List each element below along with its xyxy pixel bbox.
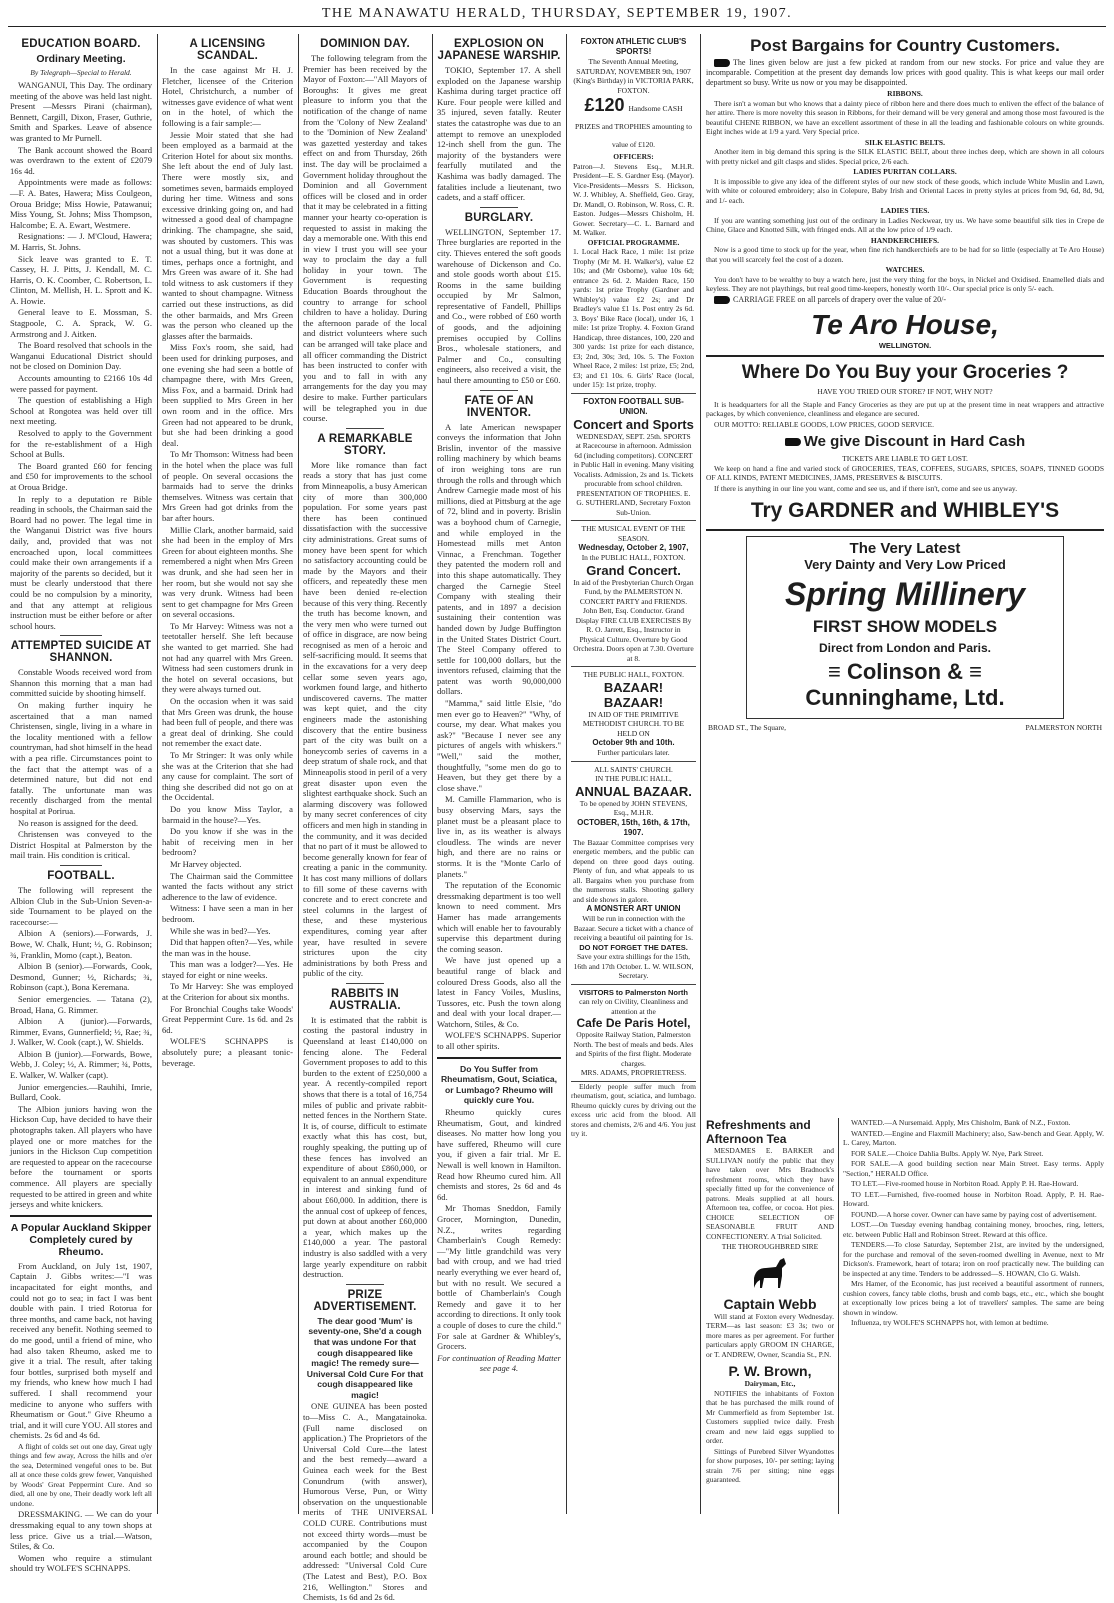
paragraph: If you are wanting something just out of the ordinary in Ladies Neckwear, try us. We have some beautiful silk ties in Crepe de Chine, Glace and Knotted Silk, with fringed ends. All at the low price of 1/9 each.	[706, 215, 1104, 234]
headline-explosion: EXPLOSION ON JAPANESE WARSHIP.	[437, 38, 561, 62]
ad-headline: Captain Webb	[723, 1295, 817, 1312]
paragraph: DRESSMAKING. — We can do your dressmaking equal to any town shops at less price. Give us a trial.—Watson, Stiles, & Co.	[10, 1509, 152, 1552]
paragraph: Millie Clark, another barmaid, said she had been in the employ of Mrs Green for about eighteen months. She remembered a night when Mrs Green was drunk, and she had seen her in her room, but she would not say she was very drunk. Witness had been sent to get champagne for Mrs Green on several occasions.	[162, 524, 293, 620]
byline: By Telegraph—Special to Herald.	[30, 68, 132, 77]
horse-icon	[748, 1254, 792, 1294]
classified-ad: LOST.—On Tuesday evening handbag containing money, brooches, ring, letters, etc. between Public Hall and Robinson Street. Reward at this office.	[843, 1220, 1104, 1239]
ad-text: WEDNESDAY, SEPT. 25th. SPORTS at Racecourse in afternoon. Admission 6d (including competitors). CONCERT in Public Hall in evening. Many visiting Vocalists. Admission, 2s and 1s. Tickets procurable from school children. PRESENTATION OF TROPHIES. E. G. SUTHERLAND, Secretary Foxton Sub-Union.	[573, 431, 694, 517]
paragraph: Elderly people suffer much from rheumatism, gout, sciatica, and lumbago. Rheumo quickly cures by driving out the excess uric acid from the blood. All stores and chemists, 2/6 and 4/6. You just try it.	[571, 1081, 696, 1138]
paragraph: The Albion juniors having won the Hickson Cup, have decided to have their photographs taken. All players who have played one or more matches for the juniors in the Hickson Cup competition are requested to appear on the racecourse before the tournament or sports commence. All players are specially requested to be attired in green and white jerseys and white knickers.	[10, 1103, 152, 1210]
paragraph: Witness: I have seen a man in her bedroom.	[162, 903, 293, 924]
classified-ad: Influenza, try WOLFE'S SCHNAPPS hot, with lemon at bedtime.	[851, 1318, 1049, 1327]
ad-text: Handsome CASH PRIZES and TROPHIES amounting to value of £120.	[575, 104, 692, 149]
divider	[706, 529, 1104, 531]
divider	[346, 1284, 383, 1285]
masthead-rule	[8, 26, 1106, 27]
ad-grand-concert	[571, 521, 696, 667]
ad-text: Save your extra shillings for the 15th, 16th and 17th October. L. W. WILSON, Secretary.	[573, 952, 694, 980]
paragraph: We have just opened up a beautiful range of black and coloured Dress Goods, also all the latest in Fancy Voiles, Muslins, Tussores, etc. Push the town along and deal with your local draper.—Watchorn, Stiles, & Co.	[437, 955, 561, 1029]
divider	[706, 355, 1104, 357]
divider	[10, 1215, 152, 1217]
paragraph: Senior emergencies. — Tatana (2), Broad, Hana, G. Rimmer.	[10, 993, 152, 1015]
ad-headline: Spring Millinery	[784, 576, 1026, 612]
column-6	[706, 34, 1104, 1114]
ad-headline: A MONSTER ART UNION	[586, 904, 681, 913]
te-aro-house: Te Aro House,	[811, 308, 999, 340]
paragraph: Christensen was conveyed to the District Hospital at Palmerston by the mail train. His condition is critical.	[10, 829, 152, 861]
paragraph	[706, 58, 1104, 88]
paragraph: There isn't a woman but who knows that a dainty piece of ribbon here and there does much to enliven the effect of the balance of her attire. There is more novelty this season in Ribbons, for their demand will be very general and among those most favoured is the beautiful CHENE RIBBON, we have an excellent assortment of these in all the leading and fashionable colours on white grounds. Eight inches wide at 1/9 a yard. Very Special price.	[706, 98, 1104, 136]
paragraph: While she was in bed?—Yes.	[170, 925, 271, 936]
ad-text: Patron—J. Stevens Esq., M.H.R. President—E. S. Gardner Esq. (Mayor). Vice-Presidents—Messrs S. Hickson, W. J. Whibley, A. Sheffield, Geo. Gray, Dr. Mandl, O. Robinson, W. Ross, C. R. Easton. Judges—Messrs Chisholm, H. Gower. Secretary—C. L. Barnard and M. Walker.	[573, 161, 694, 237]
ad-all-saints-bazaar	[571, 762, 696, 985]
paragraph: In reply to a deputation re Bible reading in schools, the Chairman said the Board had no power. The legal time in the Wanganui District was five hours daily, and, provided that was not encroached upon, local committees could make their own arrangements if a majority of the parents so decided, but it must be clearly understood that there could be no compulsion by a minority, and that any attempt at religious instruction must be either before or after school hours.	[10, 493, 153, 631]
paragraph: On the occasion when it was said that Mrs Green was drunk, the house had been full of people, and there was a great deal of drinking. She could not remember the exact date.	[162, 696, 293, 749]
column-divider	[157, 34, 158, 1514]
ad-headline	[706, 433, 1104, 450]
ad-headline: FIRST SHOW MODELS	[812, 617, 998, 636]
paragraph: The Bank account showed the Board was overdrawn to the extent of £2079 16s 4d.	[10, 144, 152, 176]
paragraph: Accounts amounting to £2166 10s 4d were passed for payment.	[10, 373, 152, 394]
ad-text: IN AID OF THE PRIMITIVE METHODIST CHURCH. TO BE HELD ON	[582, 709, 685, 738]
ad-subtitle: LADIES TIES.	[880, 206, 930, 215]
subhead-ordinary-meeting: Ordinary Meeting.	[36, 53, 126, 65]
divider	[60, 865, 103, 866]
verse: A flight of colds set out one day, Great ugly things and few away, Across the hills and o'er the sea, Determined vengeful ones to be. But all at once these colds grew fewer, Vanquished by Woods' Great Peppermint Cure. And so died, all one by one, Their deadly work left all undone.	[10, 1441, 152, 1508]
paragraph: Will stand at Foxton every Wednesday. TERM—as last season: £3 3s; two or more mares as per agreement. For further particulars apply GROOM IN CHARGE, or T. ANDREW, Owner, Scandia St., P.N.	[706, 1311, 834, 1359]
ad-headline: Refreshments and Afternoon Tea	[706, 1118, 811, 1146]
ad-rheumo: Do You Suffer from Rheumatism, Gout, Sciatica, or Lumbago? Rheumo will quickly cure You.	[440, 1063, 558, 1106]
paragraph: General leave to E. Mossman, S. Stagpoole, C. A. Sprack, W. G. Armstrong and J. Aitken.	[10, 307, 152, 339]
paragraph: Did that happen often?—Yes, while the man was in the house.	[162, 937, 293, 958]
headline-fate-of-inventor: FATE OF AN INVENTOR.	[464, 394, 534, 419]
ad-title: FOXTON ATHLETIC CLUB'S SPORTS!	[580, 37, 687, 56]
ad-headline: Concert and Sports	[573, 416, 694, 432]
column-1	[10, 34, 153, 1574]
ad-text: In the PUBLIC HALL, FOXTON.	[581, 553, 686, 562]
paragraph: Do you know Miss Taylor, a barmaid in the house?—Yes.	[162, 803, 293, 825]
ad-headline: Where Do You Buy your Groceries ?	[741, 362, 1069, 383]
ad-text: In aid of the Presbyterian Church Organ Fund, by the PALMERSTON N. CONCERT PARTY and FRIENDS. John Bett, Esq. Conductor. Grand Display FIRE CLUB EXERCISES By R. O. Jarrett, Esq., Instructor in Physical Culture. Overture by Good Orchestra. Doors open at 7.30. Overture at 8.	[573, 577, 694, 663]
paragraph: Sick leave was granted to E. T. Cassey, H. J. Pitts, J. Kendall, M. C. Harris, O. K. Coomber, C. Robertson, L. Clinton, M. Mellish, H. L. Sprott and K. A. Howie.	[10, 253, 152, 306]
ad-text: To be opened by JOHN STEVENS, Esq., M.H.R.	[579, 798, 688, 817]
ad-footer	[708, 723, 1102, 733]
paragraph: The Chairman said the Committee wanted the facts without any strict adherence to the law of evidence.	[162, 870, 293, 902]
paragraph: WANGANUI, This Day. The ordinary meeting of the above was held last night. Present —Messrs Pirani (chairman), Bennett, Cargill, Dixon, Fraser, Guthrie, Smith and Sparkes. Leave of absence was granted to Mr Purnell.	[10, 80, 152, 143]
classified-ad: FOUND.—A horse cover. Owner can have same by paying cost of advertisement.	[851, 1209, 1097, 1219]
classified-ad: Mrs Hamer, of the Economic, has just received a beautiful assortment of runners, cushion covers, fancy table cloths, brush and comb bags, etc., etc., which she bought at exceptionally low prices being a lot of travellers' samples. The same are being shown in window.	[843, 1279, 1104, 1317]
paragraph: Rheumo quickly cures Rheumatism, Gout, and kindred diseases. No matter how long you have suffered, Rheumo will cure you, if given a fair trial. Mr E. Newall is well known in Hamilton. Read how Rheumo cured him. All chemists and stores, 2s 6d and 4s 6d.	[437, 1107, 561, 1202]
pointing-hand-icon	[785, 438, 801, 446]
ad-text: Will be run in connection with the Bazaar. Secure a ticket with a chance of receiving a beautiful oil painting for 1s.	[573, 914, 694, 942]
paragraph: MESDAMES E. BARKER and SULLIVAN notify the public that they have taken over Mrs Bradnock's refreshment rooms, which they have specially fitted up for the convenience of patrons. Meals supplied at all hours. Afternoon tea, coffee, or cocoa. Hot pies. CHOICE SELECTION OF SEASONABLE FRUIT AND CONFECTIONERY. A Trial Solicited.	[706, 1146, 834, 1241]
column-divider	[566, 34, 567, 1514]
paragraph: Sittings of Purebred Silver Wyandottes for show purposes, 10/- per setting; laying strain 7/6 per sitting; nine eggs guaranteed.	[706, 1446, 834, 1484]
headline-burglary: BURGLARY.	[464, 211, 534, 224]
paragraph: Do you know if she was in the habit of receiving men in her bedroom?	[162, 826, 293, 858]
headline-prize-advertisement: PRIZE ADVERTISEMENT.	[313, 1288, 417, 1313]
paragraph: ONE GUINEA has been posted to—Miss C. A., Mangatainoka. (Full name disclosed on application.) The Proprietors of the Universal Cold Cure—the latest and the best remedy—award a Guinea each week for the Best Conundrum (with answer), Humorous Verse, Pun, or Witty observation on the unquestionable merits of THE UNIVERSAL COLD CURE. Contributions must not exceed thirty words—must be accompanied by the Coupon around each bottle; and should be addressed: "Universal Cold Cure (The Latest and Best), P.O. Box 216, Wellington." Stores and Chemists, 1s 6d and 2s 6d.	[303, 1401, 427, 1603]
ad-subtitle: Dairyman, Etc.,	[744, 1379, 796, 1388]
paragraph: It is impossible to give any idea of the different styles of our new stock of these goods, which include White Muslin and Lawn, with white or coloured embroidery; also in Colepure, Baby Irish and Oriental Laces in pretty styles at prices from 9d, 6d, 8d, 9d, and 1/- each.	[706, 176, 1104, 205]
ad-subtitle: RIBBONS.	[887, 89, 923, 98]
ad-text: IN THE PUBLIC HALL,	[595, 774, 672, 783]
masthead: THE MANAWATU HERALD, THURSDAY, SEPTEMBER 19, 1907.	[321, 6, 793, 21]
paragraph: To Mr Stringer: It was only while she was at the Criterion that she had any cause for complaint. The sort of thing she described did not go on at the Occidental.	[162, 750, 293, 803]
paragraph: Now is a good time to stock up for the year, when fine rich handkerchiefs are to be had for so little (especially at Te Aro House) that you will scarcely feel the cost of a dozen.	[706, 245, 1104, 264]
continuation-note: For continuation of Reading Matter see page 4.	[437, 1352, 561, 1374]
paragraph: This man was a lodger?—Yes. He stayed for eight or nine weeks.	[162, 959, 293, 980]
paragraph: The reputation of the Economic dressmaking department is too well known to need comment. Mrs Hamer has made arrangements which will enable her to favourably supervise this department during the coming season.	[437, 880, 561, 954]
paragraph: To Mr Harvey: Witness was not a teetotaller herself. She left because she wanted to get married. She had not had any quarrel with Mrs Green. Witness had seen customers drunk in the hotel on several occasions, but they were always turned out.	[162, 620, 293, 695]
ad-text: The Bazaar Committee comprises very energetic members, and the public can depend on three good days outing. Plenty of fun, and what appeals to us all. Bargains when you purchase from the numerous stalls. Shooting gallery and side shows in galore.	[573, 837, 694, 904]
pointing-hand-icon	[714, 296, 730, 304]
ad-headline: BAZAAR! BAZAAR!	[603, 679, 664, 710]
headline-rheumo-skipper: A Popular Auckland Skipper Completely cured by Rheumo.	[10, 1221, 152, 1258]
column-2	[162, 34, 293, 1514]
paragraph: WOLFE'S SCHNAPPS. Superior to all other spirits.	[437, 1030, 561, 1052]
paragraph: We keep on hand a fine and varied stock of GROCERIES, TEAS, COFFEES, SUGARS, SPICES, SOAPS, TINNED GOODS OF ALL KINDS, PATENT MEDICINES, JAMS, PRESERVES & BISCUITS.	[706, 463, 1104, 482]
ad-headline: P. W. Brown,	[728, 1363, 812, 1379]
paragraph: TOKIO, September 17. A shell exploded on the Japanese warship Kashima during target practice off Kure. Four people were killed and 35 injured, seven fatally. Reuter states the catastrophe was due to an attempt to remove an unexploded 12-inch shell from the gun. The majority of the bystanders were fearfully mutilated and the Kashima was badly damaged. The fatalities include a lieutenant, two cadets, and a staff officer.	[437, 65, 561, 203]
column-divider	[700, 34, 701, 1514]
ad-text: PALMERSTON NORTH	[1025, 723, 1102, 732]
ad-headline: Grand Concert.	[586, 562, 681, 578]
paragraph: Appointments were made as follows:—F. A. Bates, Hawera; Miss Coulgeon, Oroua Bridge; Miss Howie, Patawanui; Miss Young, St. Johns; Miss Thompson, Halcombe; E. A. Ewart, Westmere.	[10, 177, 152, 230]
ad-text: HAVE YOU TRIED OUR STORE? IF NOT, WHY NOT?	[817, 387, 993, 396]
ad-title: VISITORS to Palmerston North	[578, 987, 689, 997]
divider	[480, 207, 517, 208]
paragraph: On making further inquiry he ascertained that a man named Christensen, single, living in a whare in the locality mentioned with a fellow countryman, had shot himself in the head with a pea rifle. Circumstances point to the fact that the attempt was of a determined nature, but did not end fatally. The unfortunate man was recently discharged from the mental hospital at Porirua.	[10, 700, 153, 816]
ad-title: ALL SAINTS' CHURCH.	[594, 764, 673, 774]
ad-text: We give Discount in Hard Cash	[803, 433, 1026, 450]
ad-headline: Post Bargains for Country Customers.	[750, 36, 1060, 55]
paragraph: No reason is assigned for the deed.	[18, 817, 139, 828]
ad-title: THE MUSICAL EVENT OF THE SEASON.	[581, 524, 686, 543]
paragraph: Albion A (junior).—Forwards, Rimmer, Evans, Gunnerfield; ½, Rae; ¾, J. Walker, W. Cook (capt.), W. Shields.	[10, 1016, 152, 1048]
ad-text: MRS. ADAMS, PROPRIETRESS.	[580, 1068, 687, 1077]
paragraph: The following will represent the Albion Club in the Sub-Union Seven-a-side Tournament to be played on the racecourse:—	[10, 884, 152, 927]
ad-cafe-de-paris	[571, 985, 696, 1082]
ad-headline: ANNUAL BAZAAR.	[575, 783, 692, 799]
ad-spring-millinery	[746, 536, 1064, 719]
ad-subtitle: OFFICERS:	[613, 152, 654, 161]
ad-date: OCTOBER, 15th, 16th, & 17th, 1907.	[577, 817, 690, 837]
paragraph: Miss Fox's room, she said, had been used for drinking purposes, and one evening she had seen a bottle of champagne there, with Mrs Green, Miss Fox, and a barmaid. Drink had been supplied to Mrs Green in her own room and in the office. Mrs Green had not appeared to be drunk, but she had been drinking a good deal.	[162, 342, 293, 448]
ad-text: 1. Local Hack Race, 1 mile: 1st prize Trophy (Mr M. H. Walker's), value £2 10s; and (Mr Osborne), value 10s 6d; entrance 2s 6d. 2. Maiden Race, 150 yards: 1st prize Trophy (Gardner and Whibley's) value £2 2s; and Dr Bradley's value £1 1s. Post entry 2s 6d. 3. Boys' Bike Race (local), under 16, 1 mile: 1st prize Trophy. 4. Foxton Grand Handicap, three distances, 100, 220 and 300 yards: 1st prize for each distance, £3; 2nd, 30s; 3rd, 10s. 5. The Foxton Wheel Race, 2 miles: 1st prize, £5; 2nd, £3; and £1 10s. 6. Girls' Race (local, under 15): 1st prize, trophy.	[573, 247, 694, 389]
paragraph: The Board granted £60 for fencing and £50 for improvements to the school at Oroua Bridge.	[10, 460, 152, 492]
column-5	[571, 34, 696, 1514]
headline-football: FOOTBALL.	[47, 869, 115, 882]
ad-text: The lines given below are just a few picked at random from our new stocks. For price and value they are incomparable. Competition at the present day demands low prices with good quality. This is what keeps our mail order department so busy. Write us now or you may be disappointed.	[706, 58, 1104, 87]
paragraph	[706, 295, 1104, 305]
paragraph: It is estimated that the rabbit is costing the pastoral industry in Queensland at least £140,000 on fencing alone. The Federal Government proposes to add to this burden to the extent of £250,000 a year. A recently-compiled report shows that there is a total of 16,754 miles of public and private rabbit-netted fences in the Northern State. It is, of course, difficult to estimate exactly what this has cost, but, roughly speaking, the putting up of these fences has involved an expenditure of about £860,000, or equivalent to an annual expenditure in interest and sinking fund of about £60,000. In addition, there is the annual cost of upkeep of fences, put down at about another £60,000 a year, which makes up the £140,000 a year. The pastoral industry is also saddled with a very large yearly expenditure on rabbit destruction.	[303, 1014, 427, 1280]
column-4	[437, 34, 561, 1514]
headline-rabbits-australia: RABBITS IN AUSTRALIA.	[329, 987, 401, 1012]
ad-title: THE PUBLIC HALL, FOXTON.	[583, 670, 684, 679]
paragraph: In the case against Mr H. J. Fletcher, licensee of the Criterion Hotel, Christchurch, a number of witnesses gave evidence of what went on in the hotel, of which the following is a fair sample:—	[162, 65, 294, 128]
ad-text: Opposite Railway Station, Palmerston North. The best of meals and beds. Ales and Spirits of the first flight. Moderate charges.	[573, 1030, 694, 1068]
classified-ad: WANTED.—Engine and Flaxmill Machinery; also, Saw-bench and Gear. Apply, W. L. Carey, Marton.	[843, 1128, 1104, 1147]
ad-subtitle: LADIES PURITAN COLLARS.	[853, 167, 957, 176]
divider	[437, 1057, 561, 1059]
paragraph: M. Camille Flammarion, who is busy observing Mars, says the planet must be a pleasant place to live in, as its weather is always cloudless. The winds are never high, and there are no rains or storms. It is the "Monte Carlo of planets."	[437, 794, 561, 879]
ad-athletic-sports	[571, 34, 696, 394]
headline-education-board: EDUCATION BOARD.	[21, 38, 141, 50]
ad-subtitle: OFFICIAL PROGRAMME.	[587, 237, 680, 247]
paragraph: From Auckland, on July 1st, 1907, Captain J. Gibbs writes:—"I was incapacitated for eight months, and could not go to sea; in fact I was bent double with pain. I tried Rotorua for three months, and came back, not having received any benefit. Nothing seemed to do me good, until a friend of mine, who had also taken Rheumo, asked me to give it a trial. The result, after taking four bottles, surprised both myself and my friends, who knew how much I had suffered. I shall recommend your medicine to anyone who suffers with Rheumatism or Gout." Give Rheumo a trial, and it will cure YOU. All stores and chemists. 2s 6d and 4s 6d.	[10, 1260, 152, 1441]
ad-subtitle: DO NOT FORGET THE DATES.	[579, 942, 688, 952]
column-divider	[432, 34, 433, 1514]
paragraph: For Bronchial Coughs take Woods' Great Peppermint Cure. 1s 6d. and 2s 6d.	[162, 1003, 293, 1035]
ad-text: BROAD ST., The Square,	[708, 723, 787, 732]
prize-amount: £120	[584, 95, 625, 115]
paragraph: You don't have to be wealthy to buy a watch here, just the very thing for the boys, in Nickel and Oxidised. Enamelled dials and keyless. They are not playthings, but real good time-keepers, honestly worth 10/-. Our special price is only 5/- each.	[706, 274, 1104, 293]
classifieds	[843, 1118, 1104, 1514]
column-3	[303, 34, 427, 1603]
paragraph: Albion A (seniors).—Forwards, J. Bowe, W. Chalk, Hunt; ½, G. Robinson; ¾, Franklin, Momo (capt.), Beaton.	[10, 928, 152, 960]
headline-dominion-day: DOMINION DAY.	[320, 38, 410, 50]
headline-remarkable-story: A REMARKABLE STORY.	[317, 432, 413, 457]
ad-text: Direct from London and Paris.	[818, 641, 992, 655]
paragraph: Resolved to apply to the Government for the re-establishment of a High School at Bulls.	[10, 428, 152, 460]
divider	[60, 635, 103, 636]
paragraph: Mr Harvey objected.	[170, 858, 242, 869]
ad-subtitle: WATCHES.	[885, 265, 925, 274]
divider	[480, 390, 517, 391]
classified-ad: WANTED.—A Nursemaid. Apply, Mrs Chisholm, Bank of N.Z., Foxton.	[851, 1118, 1071, 1127]
paragraph: WELLINGTON, September 17. Three burglaries are reported in the city. Thieves entered the soft goods warehouse of Dickenson and Co. and stole goods worth about £15. Rooms in the same building occupied by Mr Salmon, representative of Fandell, Phillips and Co., were robbed of £60 worth of goods, and the adjoining premises occupied by Collins Bros., wholesale stationers, and Palmer and Co., consulting engineers, also received a visit, the haul there amounting to £50 or £60.	[437, 226, 561, 386]
paragraph: Constable Woods received word from Shannon this morning that a man had committed suicide by shooting himself.	[10, 667, 152, 699]
paragraph: The Board resolved that schools in the Wanganui Educational District should not be closed on Dominion Day.	[10, 340, 152, 372]
divider	[346, 428, 383, 429]
ad-headline: Very Dainty and Very Low Priced	[804, 557, 1006, 572]
paragraph: Jessie Moir stated that she had been employed as a barmaid at the Criterion Hotel for about six months. She left about the end of July last. There were mostly six, and sometimes seven, barmaids employed during her time. Witness and sons excessive drinking going on, and had witnessed a good deal of champagne drinking. The champagne, she said, was shouted by customers. This was not a usual thing, but it was done at times, perhaps once a fortnight, and Mrs Green was aware of it. She had told witness to ask customers if they wanted to shout champagne. Witness carried out these instructions, as did the other barmaids, and Mrs Green was the person who cleaned up the glasses after the barmaids.	[162, 129, 293, 341]
classified-ad: FOR SALE.—A good building section near Main Street. Easy terms. Apply "Section," HERALD Office.	[843, 1159, 1104, 1178]
ad-subtitle: HANDKERCHIEFS.	[870, 235, 940, 245]
ad-title: FOXTON FOOTBALL SUB-UNION.	[583, 396, 684, 416]
ad-text: CARRIAGE FREE on all parcels of drapery over the value of 20/-	[733, 294, 947, 304]
headline-attempted-suicide: ATTEMPTED SUICIDE AT SHANNON.	[10, 640, 152, 665]
ad-date: October 9th and 10th.	[592, 738, 675, 747]
paragraph: Albion B (junior).—Forwards, Bowe, Webb, J. Coley; ½, A. Rimmer; ¾, Potts, E. Walker, W. Walker (capt).	[10, 1048, 152, 1081]
column-divider	[298, 34, 299, 1514]
paragraph: "Mamma," said little Elsie, "do men ever go to Heaven?" "Why, of course, my dear. What makes you ask?" "Because I never see any pictures of angels with whiskers." "Well," said the mother, thoughtfully, "some men do go to Heaven, but they get there by a close shave."	[437, 698, 561, 793]
ad-text: THE THOROUGHBRED SIRE	[721, 1242, 819, 1251]
paragraph: If there is anything in our line you want, come and see us, and if there isn't, come and see us anyway.	[714, 483, 1018, 493]
ad-football-concert	[571, 394, 696, 522]
ad-headline: The Very Latest	[849, 540, 961, 557]
column-6-lower-left	[706, 1118, 834, 1514]
paragraph: WOLFE'S SCHNAPPS is absolutely pure; a pleasant tonic-beverage.	[162, 1036, 293, 1068]
column-divider	[838, 1118, 839, 1514]
paragraph: Albion B (senior).—Forwards, Cook, Desmond, Gunner; ½, Richards; ¾, Robinson (capt.), Bona Keremana.	[10, 961, 152, 993]
ad-headline: Cafe De Paris Hotel,	[576, 1016, 691, 1030]
paragraph: OUR MOTTO: RELIABLE GOODS, LOW PRICES, GOOD SERVICE.	[714, 419, 934, 429]
classified-ad: TO LET.—Five-roomed house in Norbiton Road. Apply P. H. Rae-Howard.	[851, 1179, 1079, 1188]
ad-text: Further particulars later.	[597, 748, 670, 757]
classified-ad: FOR SALE.—Choice Dahlia Bulbs. Apply W. Nye, Park Street.	[851, 1148, 1044, 1158]
paragraph: NOTIFIES the inhabitants of Foxton that he has purchased the milk round of Mr Cummerfield as from September 1st. Customers supplied twice daily. Fresh cream and new laid eggs supplied to order.	[706, 1388, 834, 1445]
paragraph: More like romance than fact reads a story that has just come from Minneapolis, a busy American city of more than 300,000 population. For some years past there has been continued dissatisfaction with the successive city administrations. Great sums of money have been spent for which no satisfactory accounting could be made by the Mayors and their officers, and repeatedly these men have been denied re-election because of this very thing. Recently the truth has become known, and the very men who were turned out of office in disgrace, are now being recognised as men of a heroic and self-sacrificing mould. It seems that in the excavations for a very deep cellar some seven years ago, workmen found large, and hitherto undiscovered caverns. The matter was kept quiet, and the city engineers made the astonishing discovery that the entire business part of the city was built on a honeycomb series of caverns in a deep stratum of shale rock, and that Minneapolis stood in peril of a very great disaster upon even the slightest earthquake shock. Such an alarming discovery was followed by many secret conferences of city officers and men high in standing in the community, and it was decided that no part of it must be allowed to become generally known for fear of creating a panic in the community. It has cost many millions of dollars to fill some of these caverns with concrete and to erect concrete and steel columns in the largest of these, and these mysterious expenditures, coming year after year, have resulted in severe strictures upon the city administrations by both Press and public of the city.	[303, 459, 427, 979]
ad-text: The Seventh Annual Meeting, SATURDAY, NOVEMBER 9th, 1907 (King's Birthday) in VICTORIA PARK, FOXTON.	[573, 57, 694, 95]
paragraph: Women who require a stimulant should try WOLFE'S SCHNAPPS.	[10, 1552, 152, 1574]
paragraph: Mr Thomas Sneddon, Family Grocer, Mornington, Dunedin, N.Z., writes regarding Chamberlain's Cough Remedy:—"My little grandchild was very bad with croup, and we had tried nearly everything we ever heard of, but with no result. We secured a bottle of Chamberlain's Cough Remedy and gave it to her according to directions. It only took a couple of doses to cure the child." For sale at Gardner & Whibley's, Grocers.	[437, 1203, 561, 1352]
paragraph: To Mr Thomson: Witness had been in the hotel when the place was full of people. On several occasions the barmaids had to serve the drinks themselves. Witness was certain that Mrs Green had got drinks from the bar after hours.	[162, 449, 293, 523]
ad-headline: ≡ Colinson & ≡ Cunninghame, Ltd.	[805, 659, 1005, 710]
ad-text: can rely on Civility, Cleanliness and attention at the	[579, 997, 688, 1016]
ad-headline: Try GARDNER and WHIBLEY'S	[750, 499, 1060, 522]
classified-ad: TENDERS.—To close Saturday, September 21st, are invited by the undersigned, for the purchase and removal of the seven-roomed dwelling in Avenue, next to Mr Dickson's. Framework, heart of totara; iron on roof practically new. The building can be inspected at any time. Tenders to be addressed—S. HOWAN, Clo G. Walsh.	[843, 1240, 1104, 1278]
ad-bazaar-methodist	[571, 667, 696, 762]
headline-licensing-scandal: A LICENSING SCANDAL.	[189, 38, 266, 62]
ad-cold-cure: The dear good 'Mum' is seventy-one, She'd a cough that was undone For that cough disappeared like magic! The remedy sure—Universal Cold Cure For that cough disappeared like magic!	[306, 1315, 424, 1400]
divider	[346, 983, 383, 984]
classified-ad: TO LET.—Furnished, five-roomed house in Norbiton Road. Apply, P. H. Rae-Howard.	[843, 1189, 1104, 1208]
paragraph: To Mr Harvey: She was employed at the Criterion for about six months.	[162, 981, 293, 1003]
paragraph: Another item in big demand this spring is the SILK ELASTIC BELT, about three inches deep, which are shown in all colours with pretty nickel and gilt clasps and slides. Special price, 2/6 each.	[706, 147, 1104, 166]
ad-text: WELLINGTON.	[878, 340, 932, 350]
paragraph: The question of establishing a High School at Rongotea was held over till next meeting.	[10, 395, 152, 427]
ad-date: Wednesday, October 2, 1907,	[578, 543, 689, 552]
paragraph: A late American newspaper conveys the information that John Brislin, inventor of the massive rolling machinery by which beams of iron weighing tons are run through the rolls and through which Andrew Carnegie made most of his millions, died at Pittsburg at the age of 72, blind and in poverty. Brislin was a boyhood chum of Carnegie, and while employed in the Homestead mills met Anton Vinnac, a Frenchman. Together they patented the modern roll and into this shape automatically. They charged the Carnegie Steel Company with stealing their patents, and in 1897 a decision sustaining their contention was handed down by Judge Buffington in the United States District Court. The Steel Company offered to settle for 100,000 dollars, but the inventors refused, claiming that the patent was worth 90,000,000 dollars.	[437, 421, 561, 697]
ad-text: TICKETS ARE LIABLE TO GET LOST.	[842, 454, 968, 463]
paragraph: It is headquarters for all the Staple and Fancy Groceries as they are put up at the present time in neat wrappers and attractive packages, by which convenience, cleanliness and elegance are secured.	[706, 399, 1104, 418]
ad-subtitle: SILK ELASTIC BELTS.	[865, 137, 945, 147]
paragraph: The following telegram from the Premier has been received by the Mayor of Foxton:—"All Mayors of Boroughs: It gives me great pleasure to inform you that the notification of the change of name from the 'Colony of New Zealand' to the 'Dominion of New Zealand' was gazetted yesterday and takes effect on and from Thursday, 26th inst. The day will be proclaimed a Government holiday throughout the Dominion and all Government offices will be closed and in order that it may be celebrated in a fitting manner your hearty co-operation is requested to assist in making the day a memorable one. With this end in view I trust you will see your way to proclaim the day a full holiday in your town. The Government is requesting Education Boards throughout the country to arrange for school children to have a holiday. During the afternoon parade of the local and district volunteers where such can be arranged will take place and all officer commanding the District has been instructed to confer with you and to fall in with any arrangements for the day you may desire to make. Further particulars will be telegraphed you in due course.	[303, 53, 427, 424]
paragraph: Resignations: — J. M'Cloud, Hawera; M. Harris, St. Johns.	[10, 231, 152, 252]
paragraph: Junior emergencies.—Rauhihi, Imrie, Bullard, Cook.	[10, 1081, 152, 1103]
pointing-hand-icon	[714, 59, 730, 67]
